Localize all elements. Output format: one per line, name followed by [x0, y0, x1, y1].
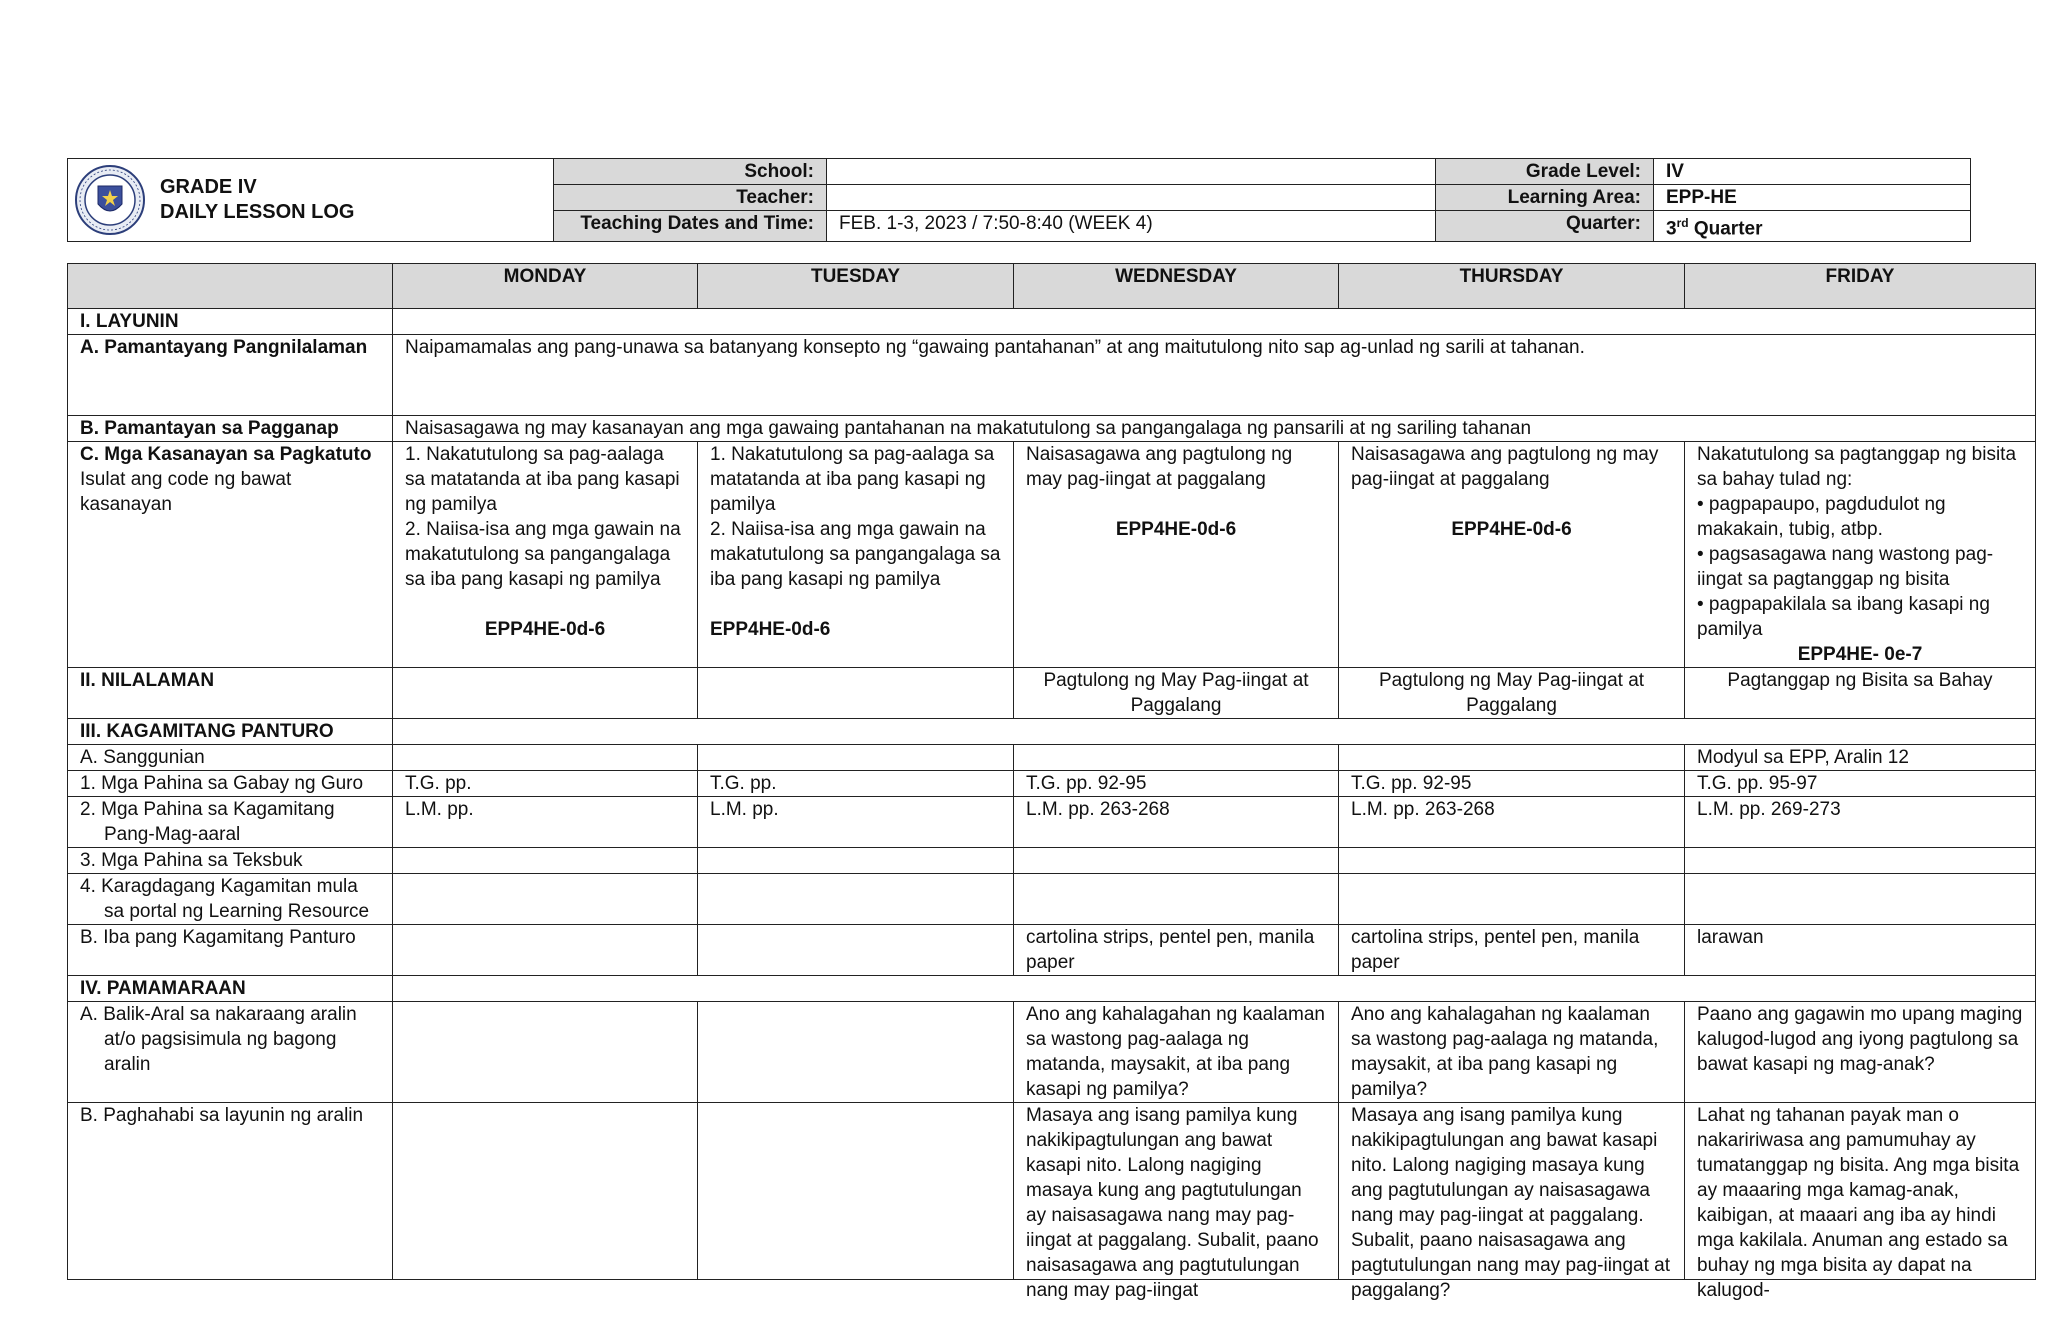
kasanayan-tuesday-text: 1. Nakatutulong sa pag-aalaga sa matatanda at iba pang kasapi ng pamilya 2. Naiisa-isa ang mga gawain na makatutulong sa pangangalaga sa iba pang kasapi ng pamilya	[710, 444, 1001, 590]
header-table	[67, 158, 1971, 242]
label-paghahabi: B. Paghahabi sa layunin ng aralin	[68, 1103, 393, 1280]
lm-friday: L.M. pp. 269-273	[1685, 797, 2036, 848]
sanggunian-friday: Modyul sa EPP, Aralin 12	[1685, 745, 2036, 771]
kasanayan-friday-code: EPP4HE- 0e-7	[1797, 644, 1923, 665]
teacher-value	[827, 185, 1436, 211]
row-teksbuk	[68, 848, 2036, 874]
iba-wednesday: cartolina strips, pentel pen, manila paper	[1014, 925, 1339, 976]
paghahabi-thursday-text: Masaya ang isang pamilya kung nakikipagtulungan ang bawat kasapi nito. Lalong nagiging masaya kung ang pagtutulungan ay naisasagawa nang may pag-iingat at paggalang. Subalit, paano naisasagawa ang pagtutulungan nang may pag-iingat at paggalang?	[1351, 1105, 1671, 1301]
section-kagamitan-row	[68, 719, 2036, 745]
nilalaman-thursday: Pagtulong ng May Pag-iingat at Paggalang	[1339, 668, 1685, 719]
kasanayan-wednesday-code: EPP4HE-0d-6	[1115, 519, 1237, 540]
kasanayan-thursday-code: EPP4HE-0d-6	[1451, 519, 1572, 540]
iba-thursday: cartolina strips, pentel pen, manila paper	[1339, 925, 1685, 976]
kasanayan-thursday-text: Naisasagawa ang pagtulong ng may pag-iingat at paggalang	[1351, 444, 1659, 490]
lm-monday: L.M. pp.	[393, 797, 698, 848]
nilalaman-wednesday: Pagtulong ng May Pag-iingat at Paggalang	[1014, 668, 1339, 719]
section-pamamaraan-row	[68, 976, 2036, 1002]
days-header-corner	[68, 264, 393, 309]
row-pamantayang-pangnilalaman	[68, 335, 2036, 416]
gabay-monday: T.G. pp.	[393, 771, 698, 797]
label-nilalaman: II. NILALAMAN	[68, 668, 393, 719]
kasanayan-wednesday-text: Naisasagawa ang pagtulong ng may pag-iingat at paggalang	[1026, 444, 1293, 490]
nilalaman-friday: Pagtanggap ng Bisita sa Bahay	[1685, 668, 2036, 719]
text-pamantayan-pagganap: Naisasagawa ng may kasanayan ang mga gawaing pantahanan na makatutulong sa pangangalaga ng pansarili at ng sariling tahanan	[393, 416, 2036, 442]
quarter-word: Quarter	[1688, 218, 1763, 240]
lm-wednesday: L.M. pp. 263-268	[1014, 797, 1339, 848]
label-kagamitang-mag-aaral: 2. Mga Pahina sa Kagamitang Pang-Mag-aaral	[68, 797, 393, 848]
header-logo-cell	[68, 159, 554, 242]
balik-thursday: Ano ang kahalagahan ng kaalaman sa wastong pag-aalaga ng matanda, maysakit, at iba pang kasapi ng pamilya?	[1339, 1002, 1685, 1103]
day-wednesday: WEDNESDAY	[1014, 264, 1339, 309]
dates-label: Teaching Dates and Time:	[554, 211, 827, 242]
row-balik-aral	[68, 1002, 2036, 1103]
section-kagamitan: III. KAGAMITANG PANTURO	[68, 719, 393, 745]
school-value	[827, 159, 1436, 185]
label-karagdagang-kagamitan: 4. Karagdagang Kagamitan mula sa portal ng Learning Resource	[68, 874, 393, 925]
label-teksbuk: 3. Mga Pahina sa Teksbuk	[68, 848, 393, 874]
label-gabay-guro: 1. Mga Pahina sa Gabay ng Guro	[68, 771, 393, 797]
kasanayan-friday	[1685, 442, 2036, 668]
day-friday: FRIDAY	[1685, 264, 2036, 309]
paghahabi-thursday	[1339, 1103, 1685, 1301]
deped-seal-icon	[74, 164, 146, 236]
row-karagdagang-kagamitan	[68, 874, 2036, 925]
row-paghahabi	[68, 1103, 2036, 1280]
label-pamantayang-pangnilalaman: A. Pamantayang Pangnilalaman	[68, 335, 393, 416]
section-layunin: I. LAYUNIN	[68, 309, 393, 335]
row-kasanayan	[68, 442, 2036, 668]
section-pamamaraan: IV. PAMAMARAAN	[68, 976, 393, 1002]
iba-friday: larawan	[1685, 925, 2036, 976]
grade-level-value: IV	[1654, 159, 1971, 185]
learning-area-value: EPP-HE	[1654, 185, 1971, 211]
balik-wednesday: Ano ang kahalagahan ng kaalaman sa wastong pag-aalaga ng matanda, maysakit, at iba pang kasapi ng pamilya?	[1014, 1002, 1339, 1103]
teacher-label: Teacher:	[554, 185, 827, 211]
dates-value: FEB. 1-3, 2023 / 7:50-8:40 (WEEK 4)	[827, 211, 1436, 242]
balik-friday: Paano ang gagawin mo upang maging kalugod-lugod ang iyong pagtulong sa bawat kasapi ng mag-anak?	[1685, 1002, 2036, 1103]
row-iba-pang-kagamitan	[68, 925, 2036, 976]
label-kasanayan: C. Mga Kasanayan sa Pagkatuto	[80, 444, 372, 465]
label-kasanayan-sub: Isulat ang code ng bawat kasanayan	[80, 469, 292, 515]
section-layunin-row	[68, 309, 2036, 335]
kasanayan-monday-code: EPP4HE-0d-6	[484, 619, 606, 640]
row-sanggunian	[68, 745, 2036, 771]
lm-thursday: L.M. pp. 263-268	[1339, 797, 1685, 848]
quarter-number: 3	[1666, 218, 1677, 240]
day-thursday: THURSDAY	[1339, 264, 1685, 309]
gabay-thursday: T.G. pp. 92-95	[1339, 771, 1685, 797]
label-pamantayan-pagganap: B. Pamantayan sa Pagganap	[68, 416, 393, 442]
kasanayan-monday-text: 1. Nakatutulong sa pag-aalaga sa matatanda at iba pang kasapi ng pamilya 2. Naiisa-isa ang mga gawain na makatutulong sa pangangalaga sa iba pang kasapi ng pamilya	[405, 444, 681, 590]
log-title: DAILY LESSON LOG	[160, 201, 355, 224]
kasanayan-friday-text: Nakatutulong sa pagtanggap ng bisita sa bahay tulad ng: • pagpapaupo, pagdudulot ng makakain, tubig, atbp. • pagsasagawa nang wastong pag-iingat sa pagtanggap ng bisita • pagpapakilala sa ibang kasapi ng pamilya	[1697, 444, 2017, 640]
row-pamantayan-pagganap	[68, 416, 2036, 442]
quarter-label: Quarter:	[1436, 211, 1654, 242]
row-kagamitang-mag-aaral	[68, 797, 2036, 848]
quarter-value	[1654, 211, 1971, 242]
paghahabi-wednesday	[1014, 1103, 1339, 1301]
gabay-friday: T.G. pp. 95-97	[1685, 771, 2036, 797]
kasanayan-tuesday	[698, 442, 1014, 668]
row-gabay-guro	[68, 771, 2036, 797]
paghahabi-friday	[1685, 1103, 2036, 1301]
day-monday: MONDAY	[393, 264, 698, 309]
row-nilalaman	[68, 668, 2036, 719]
learning-area-label: Learning Area:	[1436, 185, 1654, 211]
quarter-suffix: rd	[1676, 216, 1689, 230]
days-header-row	[68, 264, 2036, 309]
lm-tuesday: L.M. pp.	[698, 797, 1014, 848]
gabay-tuesday: T.G. pp.	[698, 771, 1014, 797]
paghahabi-friday-text: Lahat ng tahanan payak man o nakaririwasa ang pamumuhay ay tumatanggap ng bisita. Ang mga bisita ay maaaring mga kamag-anak, kaibigan, at maaari ang iba ay hindi mga kakilala. Anuman ang estado sa buhay ng mga bisita ay dapat na kalugod-	[1697, 1105, 2020, 1301]
paghahabi-wednesday-text: Masaya ang isang pamilya kung nakikipagtulungan ang bawat kasapi nito. Lalong nagiging masaya kung ang pagtutulungan ay naisasagawa nang may pag-iingat at paggalang. Subalit, paano naisasagawa ang pagtutulungan nang may pag-iingat	[1026, 1105, 1319, 1301]
kasanayan-thursday	[1339, 442, 1685, 668]
gabay-wednesday: T.G. pp. 92-95	[1014, 771, 1339, 797]
label-sanggunian: A. Sanggunian	[68, 745, 393, 771]
grade-title: GRADE IV	[160, 176, 257, 199]
kasanayan-tuesday-code: EPP4HE-0d-6	[710, 619, 831, 640]
label-kasanayan-cell	[68, 442, 393, 668]
lesson-log-table	[67, 263, 2036, 1301]
kasanayan-wednesday	[1014, 442, 1339, 668]
day-tuesday: TUESDAY	[698, 264, 1014, 309]
school-label: School:	[554, 159, 827, 185]
text-pamantayang-pangnilalaman: Naipamamalas ang pang-unawa sa batanyang konsepto ng “gawaing pantahanan” at ang maitutulong nito sap ag-unlad ng sarili at tahanan.	[393, 335, 2036, 416]
kasanayan-monday	[393, 442, 698, 668]
label-balik-aral: A. Balik-Aral sa nakaraang aralin at/o pagsisimula ng bagong aralin	[68, 1002, 393, 1103]
grade-level-label: Grade Level:	[1436, 159, 1654, 185]
label-iba-pang-kagamitan: B. Iba pang Kagamitang Panturo	[68, 925, 393, 976]
